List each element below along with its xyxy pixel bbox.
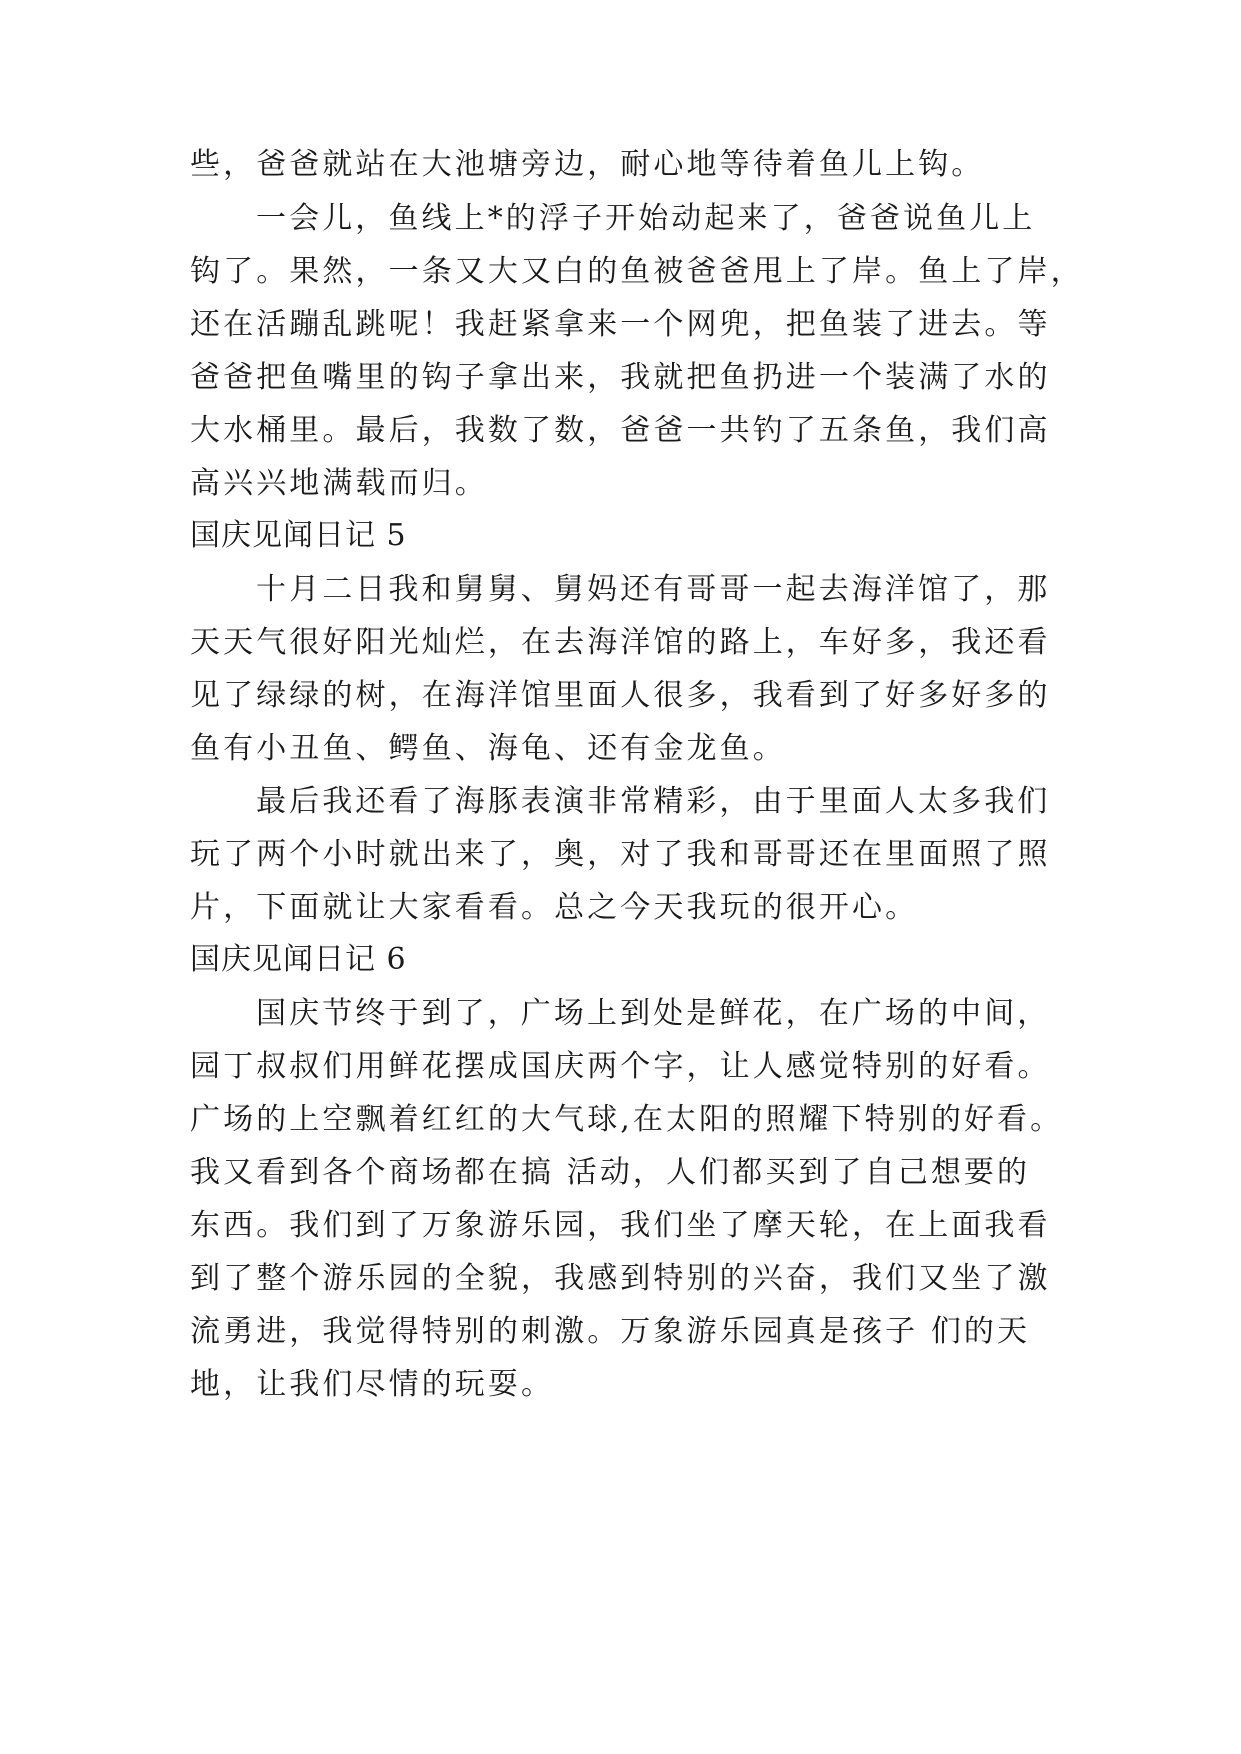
paragraph-line: 国庆节终于到了，广场上到处是鲜花，在广场的中间， (256, 996, 1051, 1031)
paragraph-line: 到了整个游乐园的全貌，我感到特别的兴奋，我们又坐了激 (190, 1261, 1051, 1296)
paragraph-line: 一会儿，鱼线上*的浮子开始动起来了，爸爸说鱼儿上 (256, 201, 1036, 236)
paragraph-line: 东西。我们到了万象游乐园，我们坐了摩天轮，在上面我看 (190, 1208, 1051, 1243)
paragraph-line: 最后我还看了海豚表演非常精彩，由于里面人太多我们 (256, 784, 1051, 819)
paragraph-line: 我又看到各个商场都在搞 活动，人们都买到了自己想要的 (190, 1155, 1031, 1190)
paragraph-line: 还在活蹦乱跳呢！我赶紧拿来一个网兜，把鱼装了进去。等 (190, 307, 1051, 342)
paragraph-line: 钩了。果然，一条又大又白的鱼被爸爸甩上了岸。鱼上了岸， (190, 254, 1084, 289)
paragraph-line: 地，让我们尽情的玩耍。 (190, 1367, 555, 1402)
paragraph-line: 十月二日我和舅舅、舅妈还有哥哥一起去海洋馆了，那 (256, 572, 1051, 607)
paragraph-line: 流勇进，我觉得特别的刺激。万象游乐园真是孩子 们的天 (190, 1314, 1031, 1349)
section-heading: 国庆见闻日记 5 (190, 518, 407, 553)
paragraph-line: 天天气很好阳光灿烂，在去海洋馆的路上，车好多，我还看 (190, 625, 1051, 660)
paragraph-line: 广场的上空飘着红红的大气球,在太阳的照耀下特别的好看。 (190, 1102, 1064, 1137)
paragraph-line: 高兴兴地满载而归。 (190, 466, 488, 501)
paragraph-line: 鱼有小丑鱼、鳄鱼、海龟、还有金龙鱼。 (190, 731, 786, 766)
section-heading: 国庆见闻日记 6 (190, 942, 407, 977)
paragraph-line: 爸爸把鱼嘴里的钩子拿出来，我就把鱼扔进一个装满了水的 (190, 360, 1051, 395)
paragraph-line: 大水桶里。最后，我数了数，爸爸一共钓了五条鱼，我们高 (190, 413, 1051, 448)
paragraph-line: 园丁叔叔们用鲜花摆成国庆两个字，让人感觉特别的好看。 (190, 1049, 1051, 1084)
paragraph-line: 见了绿绿的树，在海洋馆里面人很多，我看到了好多好多的 (190, 678, 1051, 713)
paragraph-line: 片，下面就让大家看看。总之今天我玩的很开心。 (190, 890, 919, 925)
paragraph-line: 些，爸爸就站在大池塘旁边，耐心地等待着鱼儿上钩。 (190, 147, 985, 182)
paragraph-line: 玩了两个小时就出来了，奥，对了我和哥哥还在里面照了照 (190, 837, 1051, 872)
